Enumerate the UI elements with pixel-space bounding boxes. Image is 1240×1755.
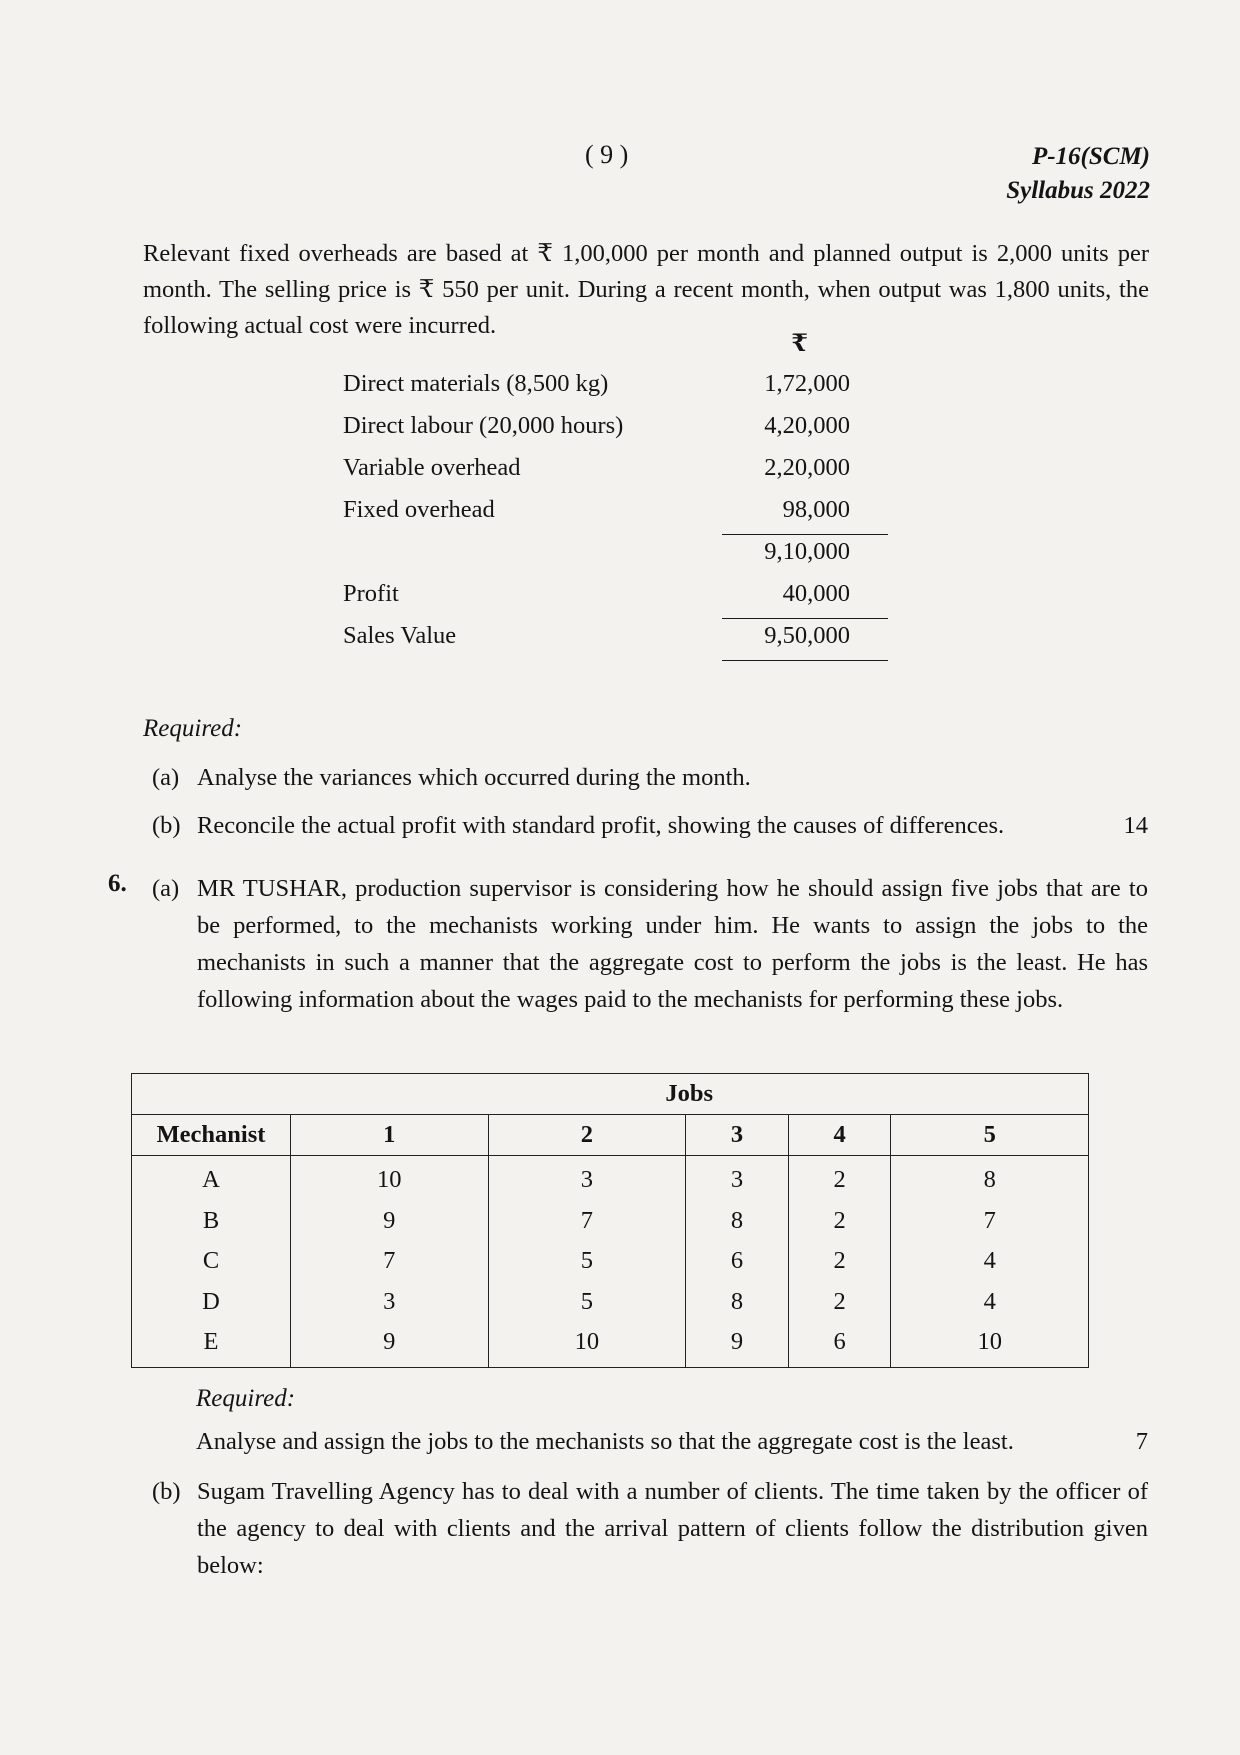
cost-value: 4,20,000 bbox=[764, 412, 850, 439]
cost-cell: 7 bbox=[983, 1206, 996, 1234]
cost-value: 2,20,000 bbox=[764, 454, 850, 481]
cost-label: Direct materials (8,500 kg) bbox=[343, 370, 609, 397]
required-text-6a bbox=[196, 1428, 1148, 1456]
mechanist-name: C bbox=[202, 1247, 220, 1274]
mechanist-column bbox=[132, 1156, 291, 1368]
question-6b bbox=[152, 1473, 1148, 1584]
mechanist-name: A bbox=[202, 1166, 220, 1193]
item-label: (a) bbox=[152, 875, 180, 902]
mechanist-name: B bbox=[202, 1206, 220, 1234]
cost-cell: 4 bbox=[983, 1247, 996, 1274]
job-header: 4 bbox=[788, 1115, 891, 1156]
job-header: 5 bbox=[891, 1115, 1089, 1156]
required-label-6a: Required: bbox=[196, 1385, 296, 1412]
paper-code: P-16(SCM) bbox=[1031, 143, 1150, 170]
cost-cell: 3 bbox=[580, 1166, 593, 1193]
question-text: Sugam Travelling Agency has to deal with a number of clients. The time taken by the officer of the agency to deal with clients and the arrival pattern of clients follow the distribution given below: bbox=[197, 1478, 1148, 1579]
cost-row bbox=[343, 622, 888, 664]
marks: 7 bbox=[1135, 1428, 1148, 1455]
table-corner bbox=[132, 1074, 291, 1115]
cost-label: Variable overhead bbox=[343, 454, 521, 481]
job-column bbox=[686, 1156, 789, 1368]
cost-cell: 10 bbox=[977, 1328, 1002, 1355]
item-label: (b) bbox=[152, 1478, 181, 1505]
cost-value: 98,000 bbox=[782, 496, 850, 523]
job-column bbox=[891, 1156, 1089, 1368]
cost-cell: 5 bbox=[580, 1247, 593, 1274]
cost-cell: 3 bbox=[383, 1287, 396, 1315]
cost-row bbox=[343, 496, 888, 538]
job-column bbox=[488, 1156, 686, 1368]
job-header: 2 bbox=[488, 1115, 686, 1156]
syllabus-label: Syllabus 2022 bbox=[1006, 177, 1150, 204]
cost-cell: 8 bbox=[730, 1287, 744, 1315]
job-column bbox=[788, 1156, 891, 1368]
required-label: Required: bbox=[143, 715, 243, 742]
item-text: Reconcile the actual profit with standard profit, showing the causes of differences. bbox=[197, 812, 1005, 839]
cost-row bbox=[343, 580, 888, 622]
cost-cell: 7 bbox=[580, 1206, 593, 1234]
subtotal-rule bbox=[722, 534, 888, 535]
question-number: 6. bbox=[108, 870, 127, 897]
cost-cell: 4 bbox=[983, 1287, 996, 1315]
jobs-header: Jobs bbox=[291, 1074, 1089, 1115]
cost-cell: 9 bbox=[383, 1328, 396, 1355]
job-header: 3 bbox=[686, 1115, 789, 1156]
cost-cell: 8 bbox=[730, 1206, 744, 1234]
cost-cell: 9 bbox=[730, 1328, 744, 1355]
cost-cell: 6 bbox=[730, 1247, 744, 1274]
item-label: (a) bbox=[152, 764, 180, 791]
cost-label: Profit bbox=[343, 580, 399, 607]
required-item-b bbox=[152, 808, 1148, 844]
cost-table bbox=[343, 331, 888, 664]
page-header bbox=[1006, 140, 1150, 208]
required-item-a bbox=[152, 760, 1148, 796]
cost-row bbox=[343, 331, 888, 412]
required-instruction: Analyse and assign the jobs to the mechanists so that the aggregate cost is the least. bbox=[196, 1428, 1014, 1455]
cost-row bbox=[343, 538, 888, 580]
cost-cell: 10 bbox=[377, 1166, 402, 1193]
cost-cell: 7 bbox=[383, 1247, 396, 1274]
final-rule bbox=[722, 660, 888, 661]
cost-cell: 3 bbox=[730, 1166, 744, 1193]
cost-value: 40,000 bbox=[782, 580, 850, 607]
job-header: 1 bbox=[291, 1115, 489, 1156]
cost-value: 1,72,000 bbox=[764, 370, 850, 397]
cost-value: 9,50,000 bbox=[764, 622, 850, 649]
cost-label: Fixed overhead bbox=[343, 496, 495, 523]
mechanist-name: D bbox=[202, 1287, 220, 1315]
cost-cell: 2 bbox=[833, 1166, 846, 1193]
cost-cell: 8 bbox=[983, 1166, 996, 1193]
cost-label: Sales Value bbox=[343, 622, 457, 649]
item-label: (b) bbox=[152, 812, 181, 839]
cost-cell: 2 bbox=[833, 1206, 846, 1234]
total-rule bbox=[722, 618, 888, 619]
item-text: Analyse the variances which occurred during the month. bbox=[197, 764, 751, 791]
job-column bbox=[291, 1156, 489, 1368]
cost-row bbox=[343, 454, 888, 496]
cost-cell: 5 bbox=[580, 1287, 593, 1315]
intro-paragraph: Relevant fixed overheads are based at ₹ 1,00,000 per month and planned output is 2,000 units per month. The selling price is ₹ 550 per unit. During a recent month, when output was 1,800 units, the following actual cost were incurred. bbox=[143, 240, 1149, 339]
question-6a bbox=[152, 870, 1148, 1018]
cost-cell: 2 bbox=[833, 1247, 846, 1274]
cost-cell: 6 bbox=[833, 1328, 846, 1355]
page-number: ( 9 ) bbox=[585, 140, 629, 169]
cost-row bbox=[343, 412, 888, 454]
cost-value: 9,10,000 bbox=[764, 538, 850, 565]
currency-header: ₹ bbox=[791, 331, 808, 357]
mechanist-header: Mechanist bbox=[132, 1115, 291, 1156]
cost-cell: 10 bbox=[574, 1328, 600, 1355]
assignment-table bbox=[131, 1073, 1089, 1368]
cost-label: Direct labour (20,000 hours) bbox=[343, 412, 624, 439]
mechanist-name: E bbox=[203, 1328, 219, 1355]
cost-cell: 2 bbox=[833, 1287, 846, 1315]
marks: 14 bbox=[1123, 812, 1148, 839]
cost-cell: 9 bbox=[383, 1206, 396, 1234]
question-text: MR TUSHAR, production supervisor is considering how he should assign five jobs that are to be performed, to the mechanists working under him. He wants to assign the jobs to the mechanists in such a manner that the aggregate cost to perform the jobs is the least. He has following information about the wages paid to the mechanists for performing these jobs. bbox=[197, 875, 1148, 1013]
